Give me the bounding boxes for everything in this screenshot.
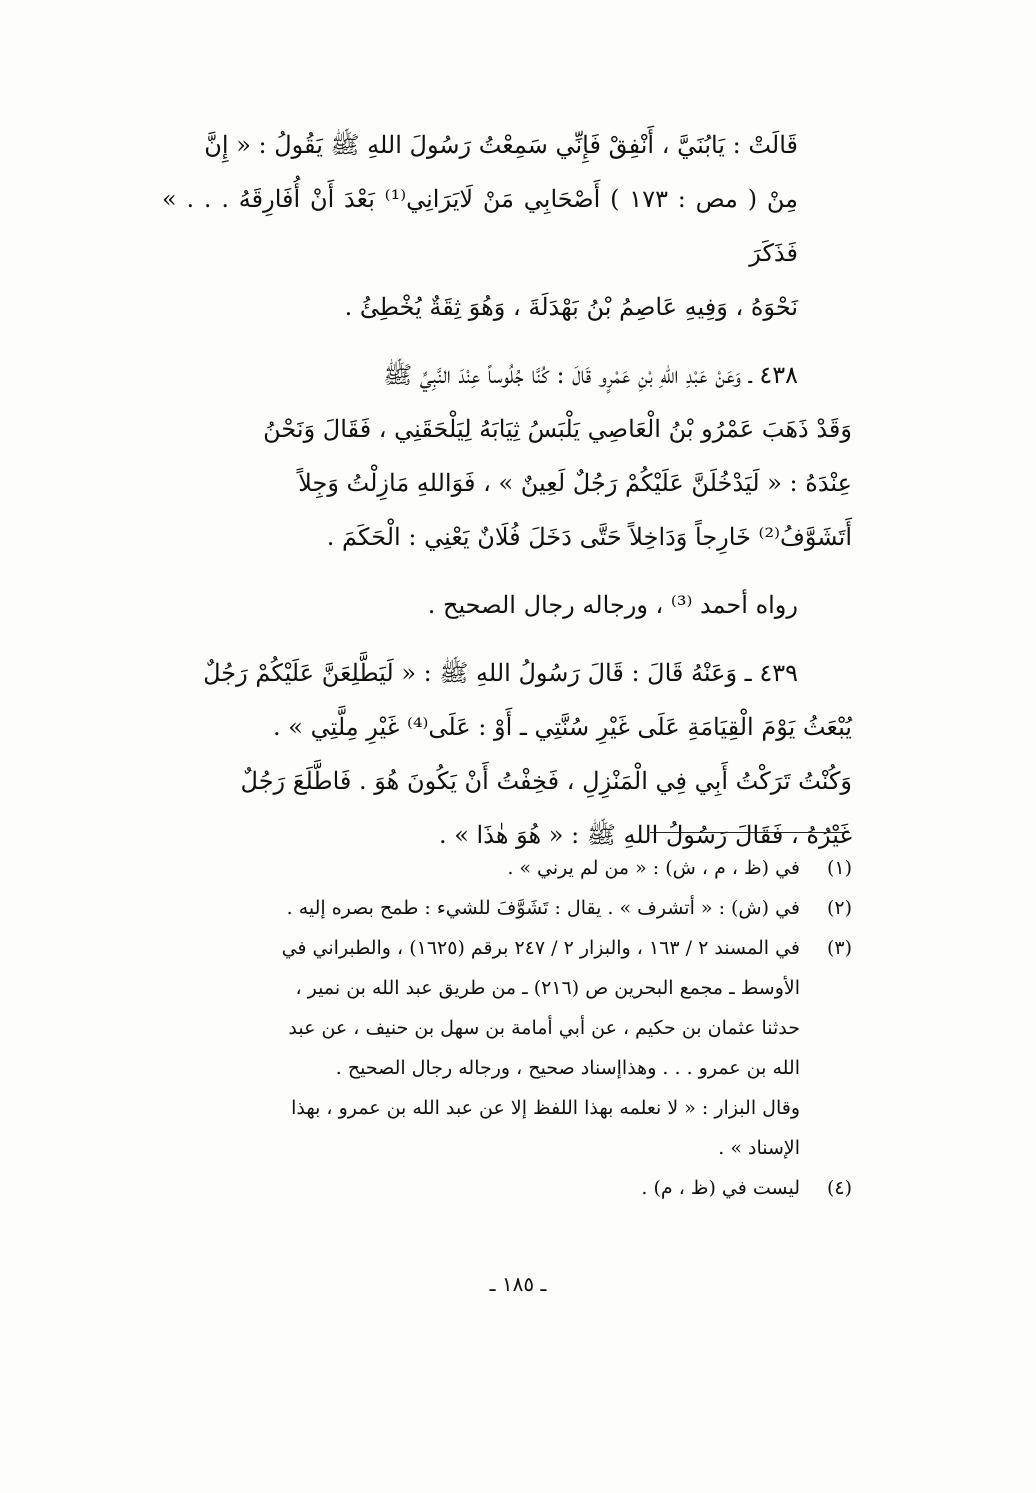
text-line: غَيْرُهُ ، فَقَالَ رَسُولُ اللهِ ﷺ : « هُوَ هٰذَا » . [438,821,852,849]
footnote-number: (٣) [826,937,852,959]
text-line: يُبْعَثُ يَوْمَ الْقِيَامَةِ عَلَى غَيْرِ سُنَّتِي ـ أَوْ : عَلَى⁽⁴⁾ غَيْرِ مِلَّتِي » . [273,713,852,741]
hadith-438 [162,348,852,564]
footnote-line: في (ش) : « أتشرف » . يقال : تَشَوَّفَ للشيء : طمح بصره إليه . [286,897,800,919]
footnote-line: في المسند ٢ / ١٦٣ ، والبزار ٢ / ٢٤٧ برقم (١٦٢٥) ، والطبراني في [281,937,800,959]
footnote-3 [162,928,852,1168]
text-line: ٤٣٨ ـ وَعَنْ عَبْدِ اللهِ بْنِ عَمْرٍو قَالَ : كُنَّا جُلُوساً عِنْدَ النَّبِيِّ ﷺ [383,361,798,389]
footnote-line: الله بن عمرو . . . وهذاإسناد صحيح ، ورجاله رجال الصحيح . [335,1057,800,1079]
hadith-439 [162,646,852,862]
text-line: أَتَشَوَّفُ⁽²⁾ خَارِجاً وَدَاخِلاً حَتَّى دَخَلَ فُلَانٌ يَعْنِي : الْحَكَمَ . [326,523,852,551]
text-line: ٤٣٩ ـ وَعَنْهُ قَالَ : قَالَ رَسُولُ اللهِ ﷺ : « لَيَطَّلِعَنَّ عَلَيْكُمْ رَجُلٌ [203,659,798,687]
narration-note: رواه أحمد ⁽³⁾ ، ورجاله رجال الصحيح . [427,591,798,619]
footnote-2 [162,888,852,928]
footnote-line: ليست في (ظ ، م) . [641,1177,800,1199]
text-line: نَحْوَهُ ، وَفِيهِ عَاصِمُ بْنُ بَهْدَلَةَ ، وَهُوَ ثِقَةٌ يُخْطِئُ . [344,293,798,321]
footnote-4 [162,1168,852,1208]
main-text [162,118,852,862]
footnotes [162,848,852,1208]
page-number: ـ ١٨٥ ـ [489,1272,547,1296]
text-line: قَالَتْ : يَابُنَيَّ ، أَنْفِقْ فَإِنِّي سَمِعْتُ رَسُولَ اللهِ ﷺ يَقُولُ : « إِنَّ [204,131,798,159]
paragraph-1 [162,118,852,334]
footnote-line: في (ظ ، م ، ش) : « من لم يرني » . [507,857,800,879]
footnote-line: الأوسط ـ مجمع البحرين ص (٢١٦) ـ من طريق عبد الله بن نمير ، [295,977,800,999]
footnote-line: وقال البزار : « لا نعلمه بهذا اللفظ إلا عن عبد الله بن عمرو ، بهذا [291,1097,800,1119]
text-line: مِنْ ( مص : ١٧٣ ) أَصْحَابِي مَنْ لَايَرَانِي⁽¹⁾ بَعْدَ أَنْ أُفَارِقَهُ . . . » فَذَكَرَ [162,185,798,267]
footnote-line: الإسناد » . [718,1137,800,1159]
text-line: عِنْدَهُ : « لَيَدْخُلَنَّ عَلَيْكُمْ رَجُلٌ لَعِينٌ » ، فَوَاللهِ مَازِلْتُ وَجِلاً [298,469,852,497]
footnote-number: (٢) [826,897,852,919]
footnote-separator [650,832,850,833]
footnote-1 [162,848,852,888]
text-line: وَكُنْتُ تَرَكْتُ أَبِي فِي الْمَنْزِلِ ، فَخِفْتُ أَنْ يَكُونَ هُوَ . فَاطَّلَعَ رَجُلٌ [240,767,852,795]
footnote-number: (١) [826,857,852,879]
text-line: وَقَدْ ذَهَبَ عَمْرُو بْنُ الْعَاصِي يَلْبَسُ ثِيَابَهُ لِيَلْحَقَنِي ، فَقَالَ وَنَحْنُ [263,415,852,443]
footnote-number: (٤) [826,1177,852,1199]
footnote-line: حدثنا عثمان بن حكيم ، عن أبي أمامة بن سهل بن حنيف ، عن عبد [288,1017,800,1039]
